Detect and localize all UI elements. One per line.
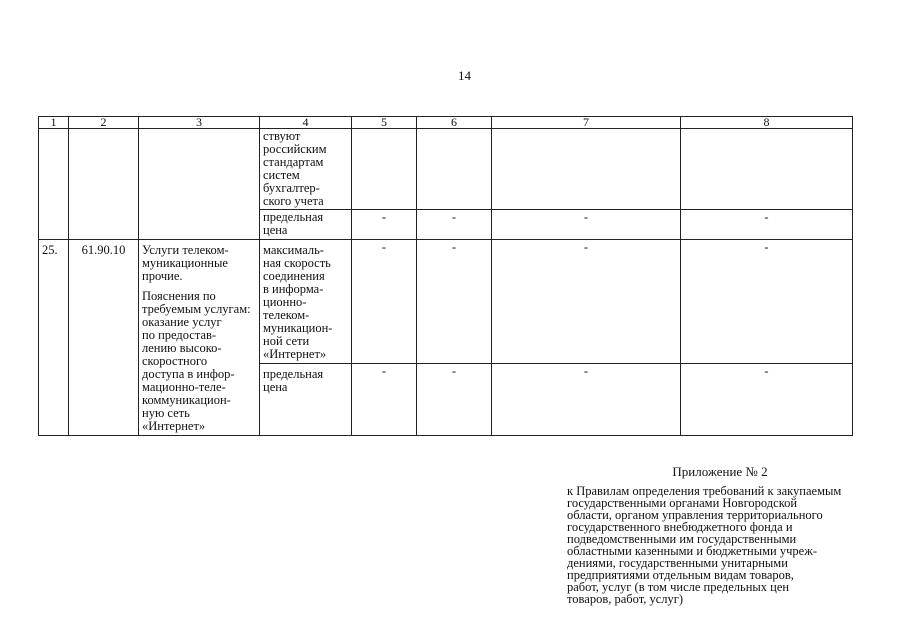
empty-cell (492, 129, 681, 210)
column-header: 3 (139, 117, 260, 129)
row-index: 25. (39, 240, 69, 436)
value-cell: - (352, 240, 417, 364)
column-header: 4 (260, 117, 352, 129)
empty-cell (417, 129, 492, 210)
characteristic-cell: ствуют российским стандартам систем бухгалтер- ского учета (260, 129, 352, 210)
empty-cell (69, 129, 139, 240)
value-cell: - (352, 210, 417, 240)
value-cell: - (492, 364, 681, 436)
value-cell: - (681, 240, 853, 364)
table-row (39, 240, 853, 364)
column-header: 6 (417, 117, 492, 129)
value-cell: - (492, 210, 681, 240)
appendix-title: Приложение № 2 (672, 464, 768, 479)
value-cell: - (681, 210, 853, 240)
appendix-text: к Правилам определения требований к закупаемым государственными органами Новгородской области, органом управления территориального государственного внебюджетного фонда и подведомственными им государственными областными казенными и бюджетными учреж- дениями, государственными унитарными предприятиями отдельным видам товаров, работ, услуг (в том числе предельных цен товаров, работ, услуг) (567, 484, 842, 606)
value-cell: - (352, 364, 417, 436)
page-number: 14 (458, 68, 471, 83)
column-header: 1 (39, 117, 69, 129)
column-header: 5 (352, 117, 417, 129)
table-header-row (39, 117, 853, 129)
price-label-cell: предельная цена (260, 210, 352, 240)
service-name-cell: Услуги телеком- муникационные прочие. Пояснения по требуемым услугам: оказание услуг по предостав- лению высоко- скоростного доступа в инфор- мационно-теле- коммуникацион- ную сеть «Интернет» (139, 240, 260, 436)
value-cell: - (417, 210, 492, 240)
value-cell: - (681, 364, 853, 436)
column-header: 8 (681, 117, 853, 129)
column-header: 2 (69, 117, 139, 129)
empty-cell (681, 129, 853, 210)
value-cell: - (417, 240, 492, 364)
value-cell: - (417, 364, 492, 436)
speed-label-cell: максималь- ная скорость соединения в информа- ционно- телеком- муникацион- ной сети «Интернет» (260, 240, 352, 364)
appendix-block (567, 466, 867, 605)
price-label-cell: предельная цена (260, 364, 352, 436)
empty-cell (139, 129, 260, 240)
empty-cell (352, 129, 417, 210)
table-row (39, 129, 853, 210)
value-cell: - (492, 240, 681, 364)
requirements-table (38, 116, 853, 436)
column-header: 7 (492, 117, 681, 129)
okpd-code: 61.90.10 (69, 240, 139, 436)
empty-cell (39, 129, 69, 240)
